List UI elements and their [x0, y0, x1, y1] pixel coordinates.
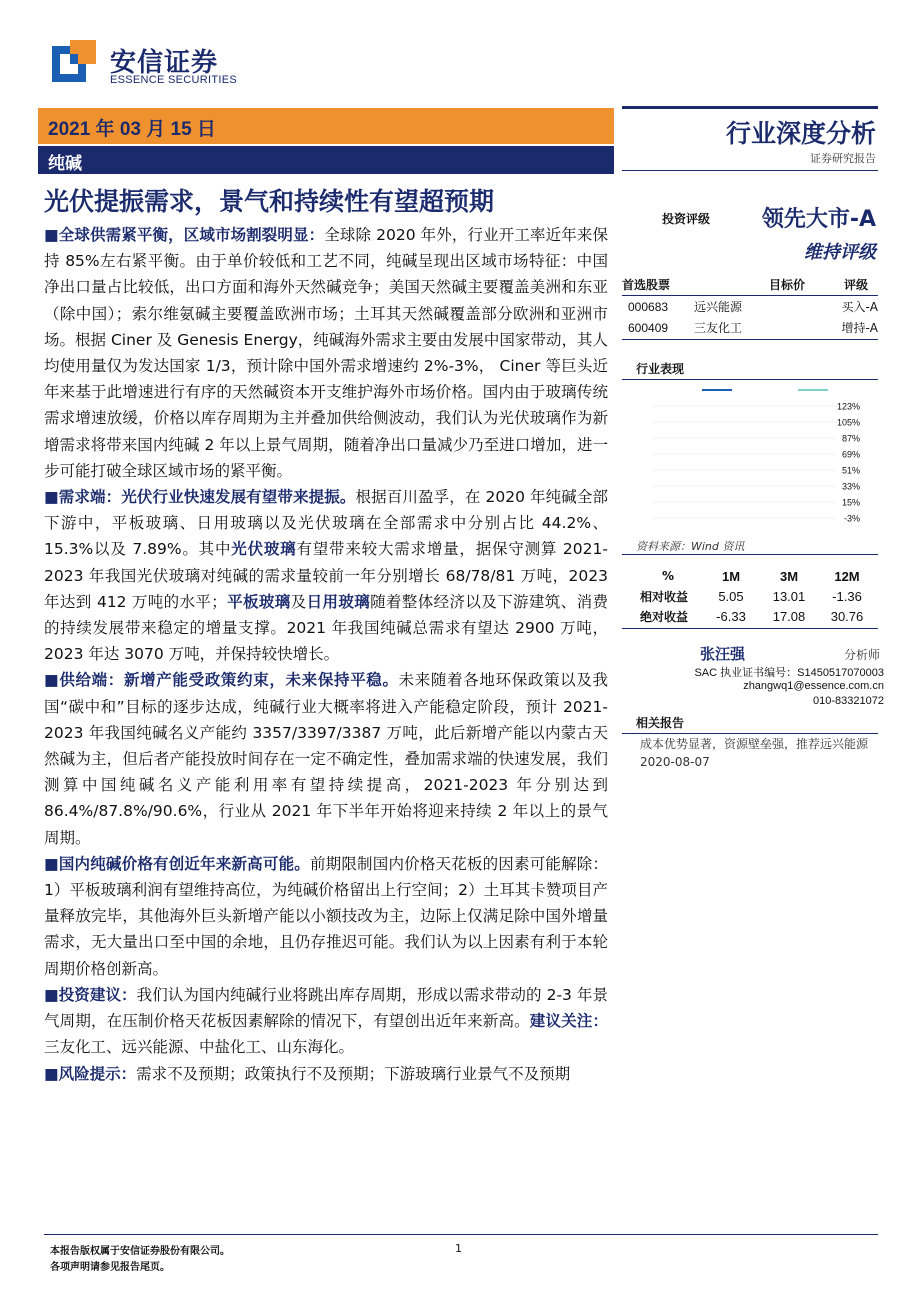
analyst-sac: SAC 执业证书编号：S1450517070003	[694, 667, 884, 679]
divider	[622, 170, 878, 171]
rating-status: 维持评级	[804, 242, 876, 263]
date-band	[38, 108, 614, 144]
paragraph-text: 未来随着各地环保政策以及我国“碳中和”目标的逐步达成，纯碱行业大概率将进入产能稳定阶段，预计 2021-2023 年我国纯碱名义产能约 3357/3397/3387 万吨，此后新增产能以内蒙古天然碱为主，但后者产能投放时间存在一定不确定性，叠加需求端的快速发展，我们测算中国纯碱名义产能利用率有望持续提高，2021-2023 年分别达到 86.4%/87.8%/90.6%，行业从 2021 年下半年开始将迎来持续 2 年以上的景气周期。	[44, 671, 608, 847]
header-percent: %	[662, 569, 675, 583]
paragraph-supply-demand	[44, 222, 608, 484]
logo-name-cn: 安信证券	[110, 48, 219, 78]
table-row	[622, 606, 878, 626]
paragraph-title: 供给端：新增产能受政策约束，未来保持平稳。	[59, 671, 399, 690]
paragraph-text: 及	[290, 592, 307, 611]
paragraph-text: 随着整体经济以及下游建筑、消费的持续发展带来稳定的增量支撑。2021 年我国纯碱总需求有望达 2900 万吨，2023 年达 3070 万吨，并保持较快增长。	[44, 592, 608, 664]
table-row	[622, 296, 878, 317]
y-tick-label: 51%	[841, 465, 860, 476]
divider	[44, 1234, 878, 1235]
y-tick-label: 105%	[836, 417, 860, 428]
highlight-text: 建议关注：	[529, 1012, 608, 1031]
analyst-name: 张汪强	[700, 645, 746, 663]
paragraph-investment	[44, 982, 608, 1061]
paragraph-text: 有望带来较大需求增量，据保守测算 2021-2023 年我国光伏玻璃对纯碱的需求量较前一年分别增长 68/78/81 万吨，2023 年达到 412 万吨的水平；	[44, 540, 608, 611]
divider	[622, 338, 878, 340]
sector-band	[38, 146, 614, 174]
stock-code: 000683	[628, 299, 669, 314]
divider	[622, 628, 878, 629]
report-type: 行业深度分析	[725, 119, 876, 148]
divider	[622, 106, 878, 109]
table-row	[622, 586, 878, 606]
header-1m: 1M	[721, 568, 741, 584]
value-1m: -6.33	[716, 608, 746, 624]
report-subtitle: 证券研究报告	[810, 152, 876, 165]
paragraph-title: 投资建议：	[58, 985, 137, 1004]
analyst-role: 分析师	[843, 648, 880, 662]
bullet-icon: ■	[44, 226, 59, 244]
header-rating: 评级	[843, 278, 868, 292]
footer-disclaimer: 各项声明请参见报告尾页。	[50, 1262, 170, 1273]
stock-code: 600409	[628, 320, 669, 335]
performance-chart	[622, 382, 878, 532]
analyst-phone: 010-83321072	[813, 695, 884, 707]
stock-name: 远兴能源	[694, 300, 743, 314]
returns-table	[622, 566, 878, 626]
paragraph-text: 需求不及预期；政策执行不及预期；下游玻璃行业景气不及预期	[136, 1064, 571, 1083]
value-12m: 30.76	[830, 608, 864, 624]
page-number: 1	[455, 1242, 462, 1255]
paragraph-text: 我们认为国内纯碱行业将跳出库存周期，形成以需求带动的 2-3 年景气周期，在压制价格天花板因素解除的情况下，有望创出近年来新高。	[44, 985, 608, 1031]
y-tick-label: 87%	[841, 433, 860, 444]
essence-logo-icon	[52, 40, 96, 88]
header-target: 目标价	[768, 278, 805, 292]
paragraph-supply	[44, 667, 608, 850]
stock-name: 三友化工	[694, 321, 743, 335]
rating-label: 投资评级	[662, 212, 711, 226]
returns-header	[622, 566, 878, 586]
y-tick-label: 69%	[841, 449, 860, 460]
related-report-link[interactable]: 成本优势显著，资源壁垒强，推荐远兴能源 2020-08-07	[640, 737, 869, 769]
value-3m: 17.08	[772, 608, 806, 624]
stock-rating: 买入-A	[841, 300, 878, 314]
stock-table-header	[622, 276, 878, 296]
paragraph-text: 前期限制国内价格天花板的因素可能解除：1）平板玻璃利润有望维持高位，为纯碱价格留出上行空间；2）土耳其卡赞项目产量释放完毕，其他海外巨头新增产能以小额技改为主，边际上仅满足除中国外增量需求，无大量出口至中国的余地，且仍存推迟可能。我们认为以上因素有利于本轮周期价格创新高。	[44, 854, 608, 978]
paragraph-text: 全球除 2020 年外，行业开工率近年来保持 85%左右紧平衡。由于单价较低和工艺不同，纯碱呈现出区域市场特征：中国净出口量占比较低，出口方面和海外天然碱竞争；美国天然碱主要覆盖美洲和东亚（除中国）；索尔维氨碱主要覆盖欧洲市场；土耳其天然碱覆盖部分欧洲和亚洲市场。根据 Ciner 及 Genesis Energy，纯碱海外需求主要由发展中国家带动，其人均使用量仅为发达国家 1/3，预计除中国外需求增速约 2%-3%， Ciner 等巨头近年来基于此增速进行有序的天然碱资本开支维护海外市场价格。国内由于玻璃传统需求增速放缓，价格以库存周期为主并叠加供给侧波动，我们认为光伏玻璃作为新增需求将带来国内纯碱 2 年以上景气周期，随着净出口量减少乃至进口增加，进一步可能打破全球区域市场的紧平衡。	[44, 226, 608, 480]
header-3m: 3M	[779, 568, 799, 584]
paragraph-demand	[44, 484, 608, 667]
sector-name: 纯碱	[48, 154, 82, 174]
performance-title: 行业表现	[622, 354, 878, 380]
stock-table	[622, 276, 878, 340]
analyst-email[interactable]: zhangwq1@essence.com.cn	[743, 680, 884, 692]
paragraph-text: 根据百川盈孚，在 2020 年纯碱全部下游中，平板玻璃、日用玻璃以及光伏玻璃在全部需求中分别占比 44.2%、15.3%以及 7.89%。其中	[44, 488, 608, 559]
headline: 光伏提振需求，景气和持续性有望超预期	[44, 187, 495, 216]
paragraph-title: 国内纯碱价格有创近年来新高可能。	[58, 854, 310, 873]
paragraph-title: 全球供需紧平衡，区域市场割裂明显：	[58, 226, 325, 244]
report-body	[44, 222, 608, 1087]
bullet-icon: ■	[44, 671, 60, 690]
stock-rating: 增持-A	[841, 321, 878, 335]
bullet-icon: ■	[44, 488, 59, 507]
chart-source: 资料来源：Wind 资讯	[636, 540, 745, 553]
highlight-text: 日用玻璃	[306, 592, 371, 611]
value-3m: 13.01	[772, 588, 806, 604]
related-title: 相关报告	[622, 708, 878, 734]
rating-value: 领先大市-A	[761, 207, 876, 232]
report-date: 2021 年 03 月 15 日	[48, 119, 216, 140]
row-label: 绝对收益	[640, 609, 689, 624]
header-12m: 12M	[834, 568, 860, 584]
footer-copyright: 本报告版权属于安信证券股份有限公司。	[50, 1246, 230, 1257]
row-label: 相对收益	[640, 589, 689, 604]
y-tick-label: 15%	[841, 497, 860, 508]
logo-name-en: ESSENCE SECURITIES	[110, 74, 238, 86]
bullet-icon: ■	[44, 985, 59, 1004]
paragraph-text: 三友化工、远兴能源、中盐化工、山东海化。	[44, 1038, 355, 1057]
highlight-text: 平板玻璃	[226, 592, 291, 611]
highlight-text: 光伏玻璃	[231, 540, 297, 559]
value-1m: 5.05	[718, 588, 744, 604]
header-stock: 首选股票	[622, 278, 671, 292]
bullet-icon: ■	[44, 854, 59, 873]
paragraph-title: 风险提示：	[58, 1064, 137, 1083]
divider	[622, 554, 878, 555]
paragraph-title: 需求端：光伏行业快速发展有望带来提振。	[58, 488, 356, 507]
paragraph-risk	[44, 1061, 608, 1087]
table-row	[622, 317, 878, 338]
y-tick-label: -3%	[843, 513, 860, 524]
y-tick-label: 33%	[841, 481, 860, 492]
company-logo	[52, 40, 242, 90]
bullet-icon: ■	[44, 1064, 59, 1083]
paragraph-price	[44, 851, 608, 982]
y-tick-label: 123%	[836, 401, 860, 412]
value-12m: -1.36	[832, 588, 862, 604]
